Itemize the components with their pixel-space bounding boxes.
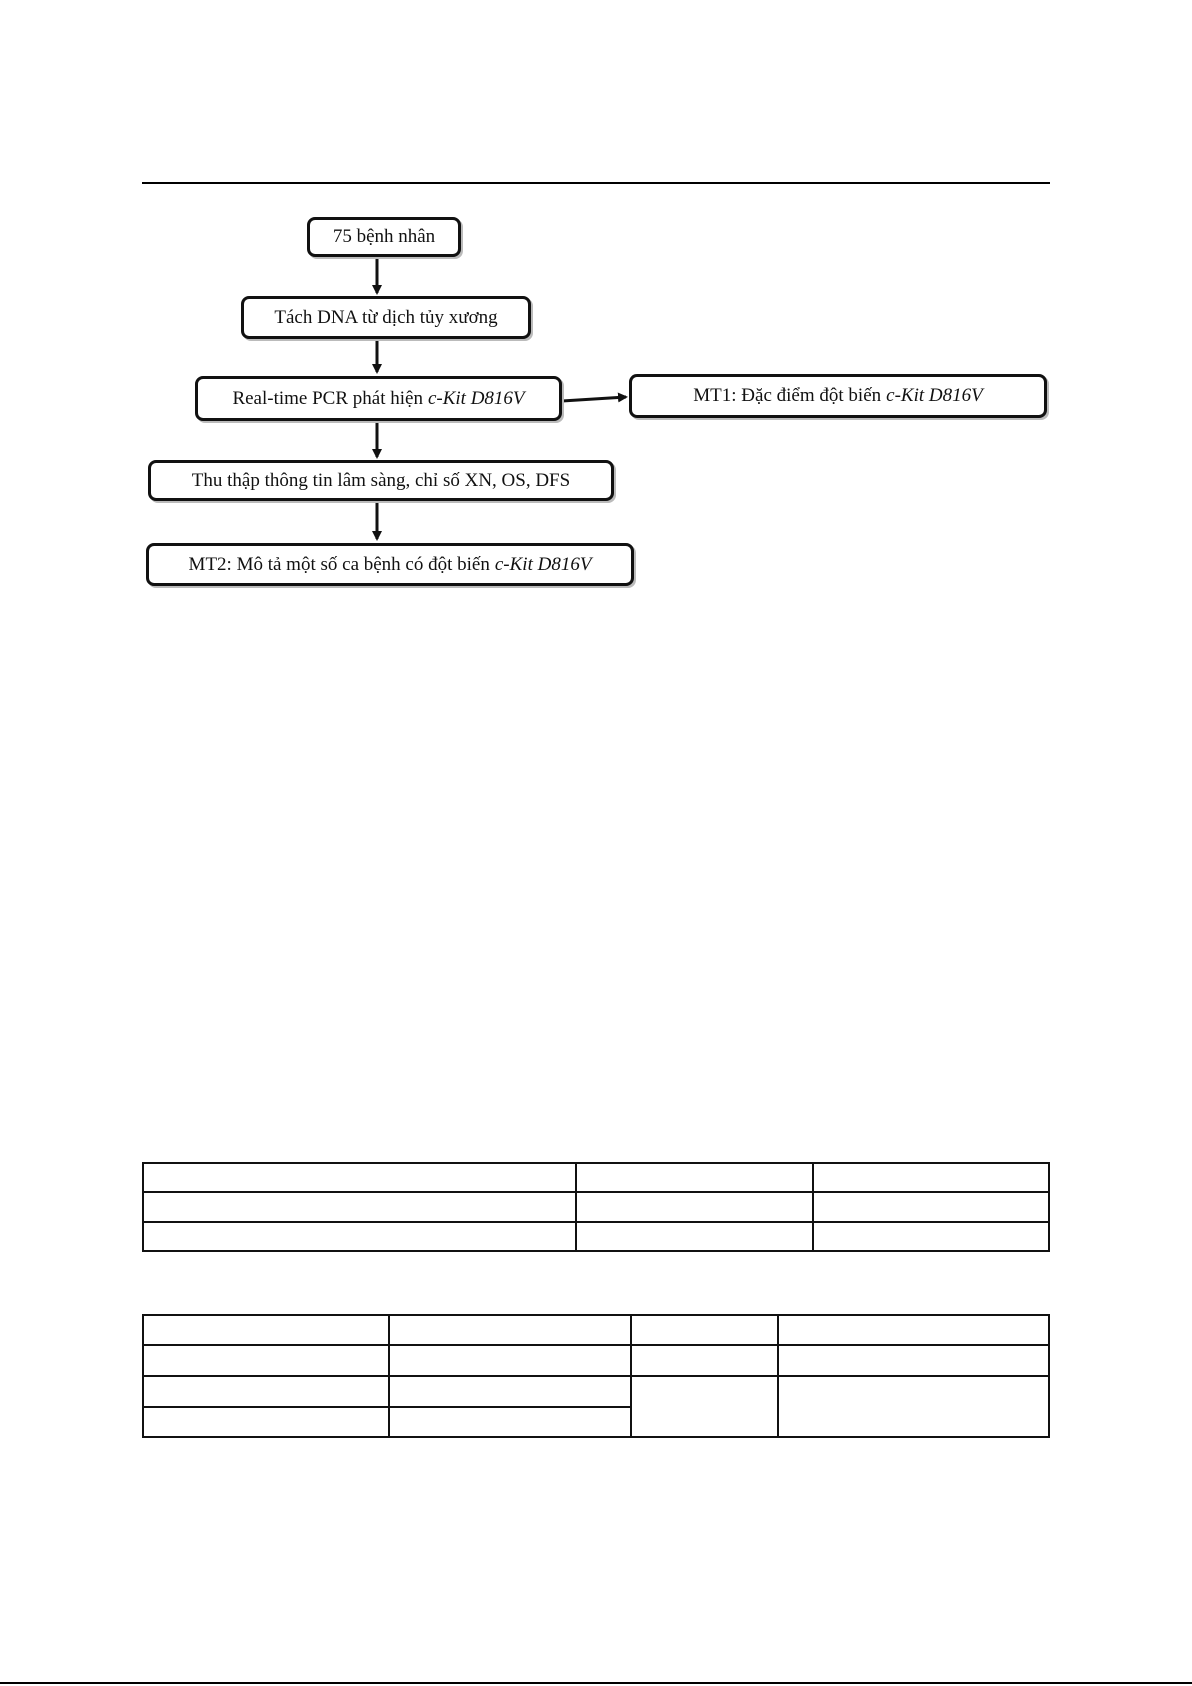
table-2-cell [778, 1345, 1049, 1376]
table-1-row [143, 1163, 1049, 1192]
table-1-cell [576, 1222, 812, 1251]
table-1-cell [813, 1192, 1050, 1222]
flow-box-mt1 [629, 374, 1047, 418]
table-2-cell [631, 1345, 778, 1376]
table-2-cell [389, 1315, 630, 1345]
flow-box-dna-extraction [241, 296, 531, 339]
table-2-cell [143, 1345, 389, 1376]
table-2-cell [778, 1315, 1049, 1345]
table-1-cell [813, 1163, 1050, 1192]
table-2-cell [143, 1407, 389, 1437]
flow-box-dna-label: Tách DNA từ dịch tủy xương [274, 306, 498, 328]
flow-box-patients-label: 75 bệnh nhân [332, 226, 436, 247]
table-1-cell [576, 1163, 812, 1192]
table-2 [142, 1314, 1050, 1438]
table-1-row [143, 1192, 1049, 1222]
table-1 [142, 1162, 1050, 1252]
table-2-cell [389, 1376, 630, 1407]
table-2-row [143, 1345, 1049, 1376]
table-2-cell [389, 1407, 630, 1437]
flow-box-mt1-gene: c-Kit D816V [886, 385, 983, 406]
table-2-cell [631, 1315, 778, 1345]
flow-box-mt2-label: MT2: Mô tả một số ca bệnh có đột biến [188, 553, 490, 575]
flow-box-pcr-label: Real-time PCR phát hiện [232, 387, 423, 409]
flow-box-pcr [195, 376, 562, 421]
table-1-cell [143, 1192, 576, 1222]
table-2-cell-merged [631, 1376, 778, 1437]
flow-box-patients [307, 217, 461, 257]
table-2-cell [143, 1315, 389, 1345]
table-1-cell [813, 1222, 1050, 1251]
flow-box-pcr-gene: c-Kit D816V [427, 387, 525, 409]
table-1-row [143, 1222, 1049, 1251]
flow-box-collect-info [148, 460, 614, 501]
flow-box-mt2 [146, 543, 634, 586]
table-2-cell [143, 1376, 389, 1407]
table-1-cell [576, 1192, 812, 1222]
table-2-row [143, 1376, 1049, 1407]
table-1-cell [143, 1222, 576, 1251]
table-2-cell [389, 1345, 630, 1376]
flow-box-mt1-label: MT1: Đặc điểm đột biến [693, 385, 882, 406]
flowchart-connectors [0, 0, 1192, 620]
arrow-pcr-to-mt1 [562, 397, 626, 401]
table-2-cell-merged [778, 1376, 1049, 1437]
table-2-row [143, 1315, 1049, 1345]
table-1-cell [143, 1163, 576, 1192]
flow-box-collect-label: Thu thập thông tin lâm sàng, chỉ số XN, OS, DFS [191, 469, 571, 491]
footer-rule [0, 1682, 1192, 1684]
flow-box-mt2-gene: c-Kit D816V [494, 553, 592, 575]
